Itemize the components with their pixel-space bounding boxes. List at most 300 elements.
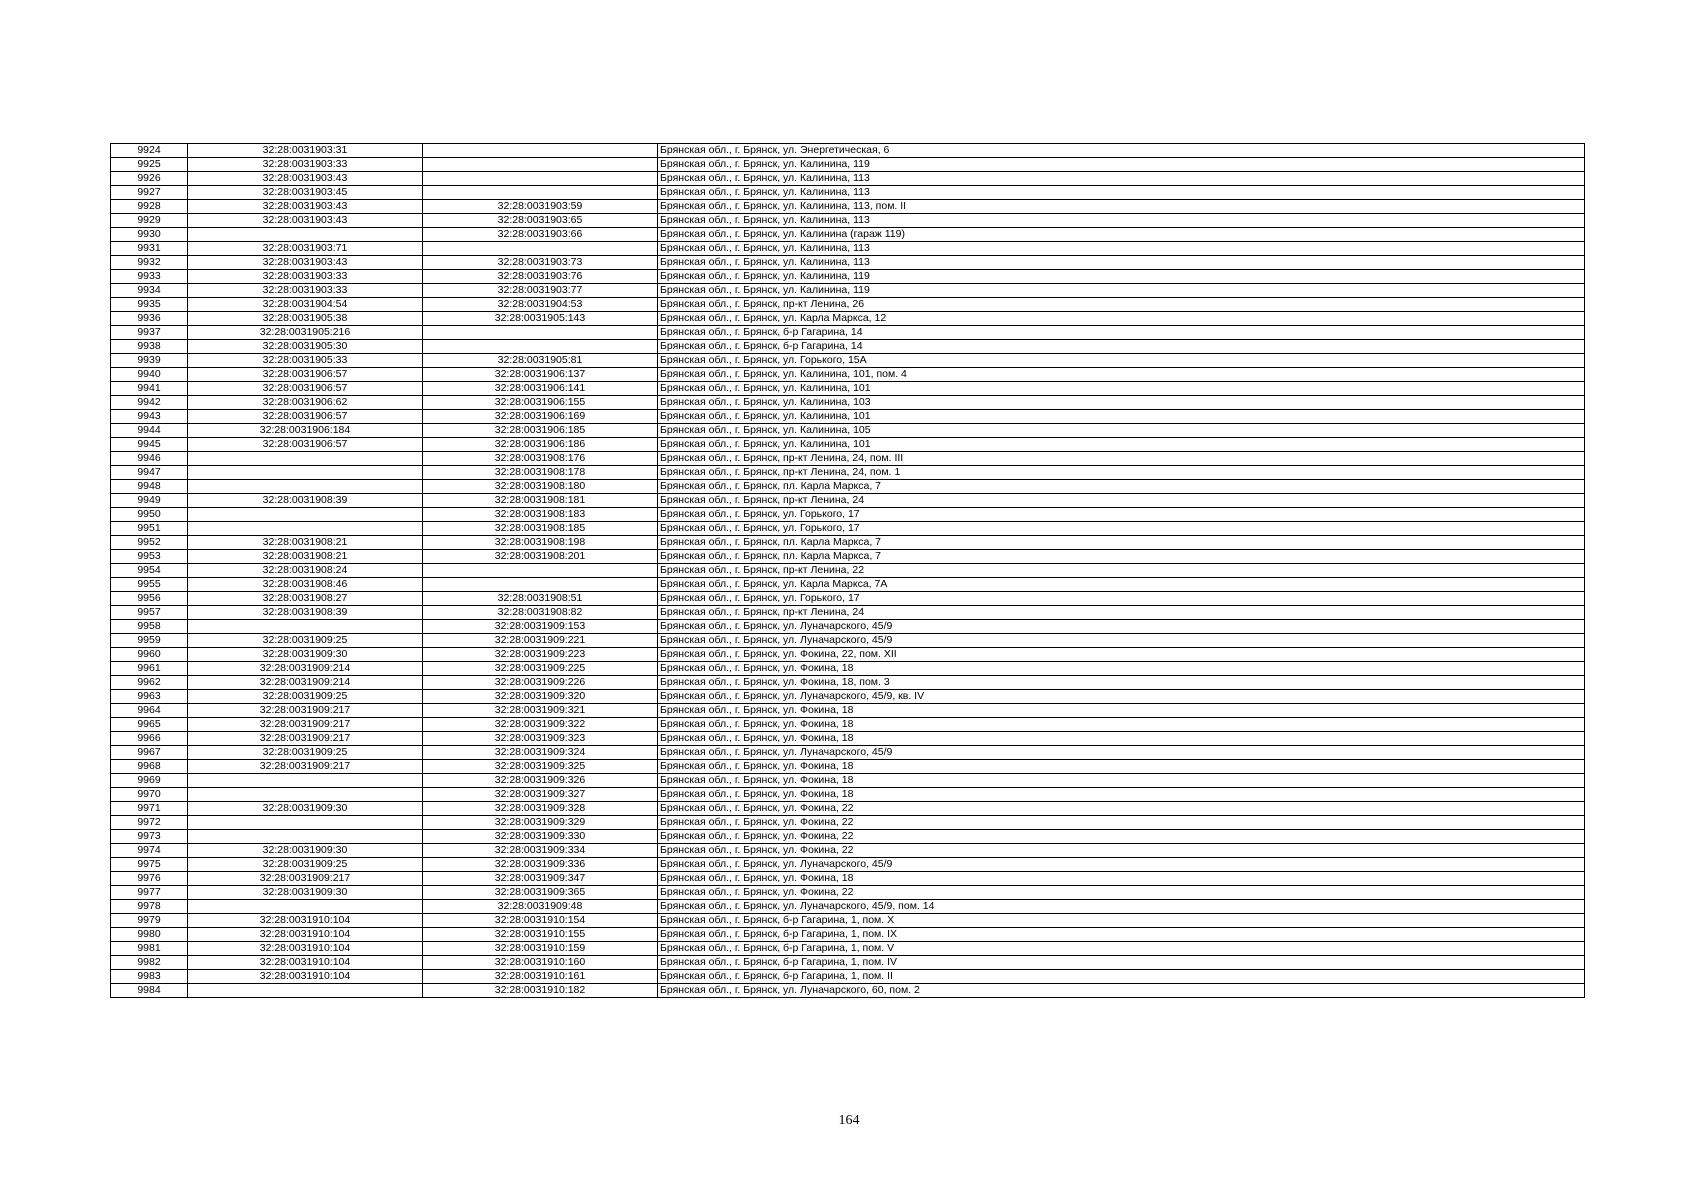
address-cell: Брянская обл., г. Брянск, ул. Горького, 17 xyxy=(658,592,1585,606)
row-number-cell: 9962 xyxy=(111,676,188,690)
table-row xyxy=(111,634,1585,648)
table-row xyxy=(111,536,1585,550)
cadastral-number-cell xyxy=(188,900,423,914)
related-cadastral-number-cell: 32:28:0031909:336 xyxy=(423,858,658,872)
table-row xyxy=(111,718,1585,732)
cadastral-number-cell: 32:28:0031909:30 xyxy=(188,886,423,900)
cadastral-number-cell: 32:28:0031908:24 xyxy=(188,564,423,578)
row-number-cell: 9971 xyxy=(111,802,188,816)
table-row xyxy=(111,788,1585,802)
related-cadastral-number-cell: 32:28:0031906:155 xyxy=(423,396,658,410)
table-row xyxy=(111,760,1585,774)
cadastral-number-cell: 32:28:0031909:25 xyxy=(188,746,423,760)
related-cadastral-number-cell xyxy=(423,578,658,592)
row-number-cell: 9955 xyxy=(111,578,188,592)
table-row xyxy=(111,186,1585,200)
address-cell: Брянская обл., г. Брянск, пр-кт Ленина, 24, пом. III xyxy=(658,452,1585,466)
row-number-cell: 9967 xyxy=(111,746,188,760)
row-number-cell: 9956 xyxy=(111,592,188,606)
table-row xyxy=(111,382,1585,396)
cadastral-number-cell: 32:28:0031903:33 xyxy=(188,284,423,298)
row-number-cell: 9928 xyxy=(111,200,188,214)
row-number-cell: 9972 xyxy=(111,816,188,830)
table-row xyxy=(111,452,1585,466)
table-row xyxy=(111,564,1585,578)
cadastral-number-cell: 32:28:0031903:33 xyxy=(188,270,423,284)
address-cell: Брянская обл., г. Брянск, б-р Гагарина, 14 xyxy=(658,326,1585,340)
related-cadastral-number-cell: 32:28:0031903:76 xyxy=(423,270,658,284)
table-row xyxy=(111,732,1585,746)
row-number-cell: 9982 xyxy=(111,956,188,970)
cadastral-number-cell: 32:28:0031908:39 xyxy=(188,494,423,508)
table-row xyxy=(111,676,1585,690)
address-cell: Брянская обл., г. Брянск, пл. Карла Маркса, 7 xyxy=(658,536,1585,550)
related-cadastral-number-cell: 32:28:0031908:51 xyxy=(423,592,658,606)
cadastral-number-cell xyxy=(188,984,423,998)
cadastral-number-cell: 32:28:0031909:217 xyxy=(188,760,423,774)
cadastral-number-cell: 32:28:0031909:217 xyxy=(188,718,423,732)
address-cell: Брянская обл., г. Брянск, ул. Калинина, 105 xyxy=(658,424,1585,438)
table-row xyxy=(111,844,1585,858)
related-cadastral-number-cell: 32:28:0031909:320 xyxy=(423,690,658,704)
table-row xyxy=(111,284,1585,298)
table-row xyxy=(111,886,1585,900)
page-number: 164 xyxy=(838,1113,860,1128)
address-cell: Брянская обл., г. Брянск, ул. Фокина, 22 xyxy=(658,830,1585,844)
related-cadastral-number-cell xyxy=(423,340,658,354)
row-number-cell: 9952 xyxy=(111,536,188,550)
address-cell: Брянская обл., г. Брянск, ул. Горького, 17 xyxy=(658,522,1585,536)
address-cell: Брянская обл., г. Брянск, ул. Калинина, 113 xyxy=(658,186,1585,200)
row-number-cell: 9984 xyxy=(111,984,188,998)
row-number-cell: 9941 xyxy=(111,382,188,396)
related-cadastral-number-cell xyxy=(423,326,658,340)
cadastral-number-cell: 32:28:0031904:54 xyxy=(188,298,423,312)
cadastral-number-cell: 32:28:0031908:21 xyxy=(188,550,423,564)
address-cell: Брянская обл., г. Брянск, ул. Фокина, 18 xyxy=(658,718,1585,732)
address-cell: Брянская обл., г. Брянск, ул. Фокина, 18 xyxy=(658,774,1585,788)
related-cadastral-number-cell: 32:28:0031910:154 xyxy=(423,914,658,928)
related-cadastral-number-cell: 32:28:0031908:185 xyxy=(423,522,658,536)
table-row xyxy=(111,690,1585,704)
row-number-cell: 9949 xyxy=(111,494,188,508)
cadastral-number-cell: 32:28:0031905:216 xyxy=(188,326,423,340)
row-number-cell: 9944 xyxy=(111,424,188,438)
related-cadastral-number-cell: 32:28:0031909:226 xyxy=(423,676,658,690)
related-cadastral-number-cell: 32:28:0031909:328 xyxy=(423,802,658,816)
row-number-cell: 9951 xyxy=(111,522,188,536)
address-cell: Брянская обл., г. Брянск, ул. Карла Маркса, 7А xyxy=(658,578,1585,592)
address-cell: Брянская обл., г. Брянск, пл. Карла Маркса, 7 xyxy=(658,550,1585,564)
row-number-cell: 9924 xyxy=(111,144,188,158)
cadastral-number-cell: 32:28:0031903:43 xyxy=(188,256,423,270)
table-row xyxy=(111,774,1585,788)
cadastral-number-cell: 32:28:0031910:104 xyxy=(188,970,423,984)
table-row xyxy=(111,900,1585,914)
address-cell: Брянская обл., г. Брянск, ул. Фокина, 18 xyxy=(658,872,1585,886)
table-row xyxy=(111,956,1585,970)
address-cell: Брянская обл., г. Брянск, ул. Калинина (гараж 119) xyxy=(658,228,1585,242)
table-row xyxy=(111,816,1585,830)
address-cell: Брянская обл., г. Брянск, ул. Калинина, 113 xyxy=(658,172,1585,186)
address-cell: Брянская обл., г. Брянск, б-р Гагарина, 1, пом. II xyxy=(658,970,1585,984)
related-cadastral-number-cell: 32:28:0031910:155 xyxy=(423,928,658,942)
cadastral-number-cell: 32:28:0031905:38 xyxy=(188,312,423,326)
table-row xyxy=(111,354,1585,368)
cadastral-number-cell: 32:28:0031906:57 xyxy=(188,368,423,382)
related-cadastral-number-cell: 32:28:0031903:73 xyxy=(423,256,658,270)
address-cell: Брянская обл., г. Брянск, ул. Фокина, 18 xyxy=(658,662,1585,676)
row-number-cell: 9968 xyxy=(111,760,188,774)
address-cell: Брянская обл., г. Брянск, ул. Калинина, 119 xyxy=(658,158,1585,172)
cadastral-number-cell: 32:28:0031908:46 xyxy=(188,578,423,592)
table-row xyxy=(111,158,1585,172)
row-number-cell: 9930 xyxy=(111,228,188,242)
table-row xyxy=(111,312,1585,326)
row-number-cell: 9958 xyxy=(111,620,188,634)
row-number-cell: 9925 xyxy=(111,158,188,172)
cadastral-number-cell: 32:28:0031910:104 xyxy=(188,942,423,956)
related-cadastral-number-cell: 32:28:0031903:65 xyxy=(423,214,658,228)
row-number-cell: 9927 xyxy=(111,186,188,200)
related-cadastral-number-cell: 32:28:0031906:169 xyxy=(423,410,658,424)
row-number-cell: 9933 xyxy=(111,270,188,284)
address-cell: Брянская обл., г. Брянск, б-р Гагарина, 1, пом. X xyxy=(658,914,1585,928)
table-row xyxy=(111,438,1585,452)
related-cadastral-number-cell: 32:28:0031905:143 xyxy=(423,312,658,326)
related-cadastral-number-cell xyxy=(423,158,658,172)
table-row xyxy=(111,928,1585,942)
table-row xyxy=(111,494,1585,508)
address-cell: Брянская обл., г. Брянск, ул. Фокина, 18 xyxy=(658,732,1585,746)
related-cadastral-number-cell: 32:28:0031909:321 xyxy=(423,704,658,718)
related-cadastral-number-cell: 32:28:0031908:82 xyxy=(423,606,658,620)
table-row xyxy=(111,228,1585,242)
cadastral-number-cell: 32:28:0031909:217 xyxy=(188,732,423,746)
table-row xyxy=(111,396,1585,410)
row-number-cell: 9980 xyxy=(111,928,188,942)
address-cell: Брянская обл., г. Брянск, б-р Гагарина, 14 xyxy=(658,340,1585,354)
related-cadastral-number-cell: 32:28:0031909:334 xyxy=(423,844,658,858)
related-cadastral-number-cell: 32:28:0031909:347 xyxy=(423,872,658,886)
cadastral-number-cell: 32:28:0031903:33 xyxy=(188,158,423,172)
related-cadastral-number-cell: 32:28:0031910:182 xyxy=(423,984,658,998)
related-cadastral-number-cell: 32:28:0031909:326 xyxy=(423,774,658,788)
related-cadastral-number-cell xyxy=(423,144,658,158)
address-cell: Брянская обл., г. Брянск, ул. Карла Маркса, 12 xyxy=(658,312,1585,326)
address-cell: Брянская обл., г. Брянск, ул. Луначарского, 45/9, пом. 14 xyxy=(658,900,1585,914)
row-number-cell: 9947 xyxy=(111,466,188,480)
address-cell: Брянская обл., г. Брянск, ул. Калинина, 119 xyxy=(658,284,1585,298)
cadastral-number-cell: 32:28:0031905:30 xyxy=(188,340,423,354)
row-number-cell: 9935 xyxy=(111,298,188,312)
cadastral-number-cell: 32:28:0031910:104 xyxy=(188,928,423,942)
table-row xyxy=(111,662,1585,676)
row-number-cell: 9983 xyxy=(111,970,188,984)
table-row xyxy=(111,872,1585,886)
row-number-cell: 9950 xyxy=(111,508,188,522)
related-cadastral-number-cell: 32:28:0031908:198 xyxy=(423,536,658,550)
table-row xyxy=(111,424,1585,438)
related-cadastral-number-cell: 32:28:0031910:161 xyxy=(423,970,658,984)
related-cadastral-number-cell: 32:28:0031906:141 xyxy=(423,382,658,396)
cadastral-number-cell: 32:28:0031903:43 xyxy=(188,172,423,186)
address-cell: Брянская обл., г. Брянск, ул. Калинина, 113, пом. II xyxy=(658,200,1585,214)
address-cell: Брянская обл., г. Брянск, ул. Луначарского, 45/9, кв. IV xyxy=(658,690,1585,704)
table-row xyxy=(111,550,1585,564)
cadastral-number-cell: 32:28:0031909:217 xyxy=(188,872,423,886)
cadastral-number-cell xyxy=(188,522,423,536)
table-row xyxy=(111,592,1585,606)
related-cadastral-number-cell: 32:28:0031903:66 xyxy=(423,228,658,242)
address-cell: Брянская обл., г. Брянск, б-р Гагарина, 1, пом. IV xyxy=(658,956,1585,970)
related-cadastral-number-cell: 32:28:0031908:181 xyxy=(423,494,658,508)
table-row xyxy=(111,858,1585,872)
table-row xyxy=(111,704,1585,718)
row-number-cell: 9974 xyxy=(111,844,188,858)
address-cell: Брянская обл., г. Брянск, ул. Калинина, 113 xyxy=(658,256,1585,270)
row-number-cell: 9963 xyxy=(111,690,188,704)
cadastral-number-cell: 32:28:0031906:57 xyxy=(188,382,423,396)
table-row xyxy=(111,942,1585,956)
row-number-cell: 9973 xyxy=(111,830,188,844)
row-number-cell: 9937 xyxy=(111,326,188,340)
row-number-cell: 9948 xyxy=(111,480,188,494)
cadastral-number-cell xyxy=(188,508,423,522)
related-cadastral-number-cell: 32:28:0031908:180 xyxy=(423,480,658,494)
row-number-cell: 9936 xyxy=(111,312,188,326)
table-row xyxy=(111,648,1585,662)
row-number-cell: 9978 xyxy=(111,900,188,914)
row-number-cell: 9931 xyxy=(111,242,188,256)
row-number-cell: 9945 xyxy=(111,438,188,452)
address-cell: Брянская обл., г. Брянск, пр-кт Ленина, 26 xyxy=(658,298,1585,312)
address-cell: Брянская обл., г. Брянск, б-р Гагарина, 1, пом. V xyxy=(658,942,1585,956)
related-cadastral-number-cell xyxy=(423,186,658,200)
address-cell: Брянская обл., г. Брянск, ул. Энергетическая, 6 xyxy=(658,144,1585,158)
row-number-cell: 9977 xyxy=(111,886,188,900)
address-cell: Брянская обл., г. Брянск, ул. Луначарского, 45/9 xyxy=(658,858,1585,872)
row-number-cell: 9981 xyxy=(111,942,188,956)
table-row xyxy=(111,970,1585,984)
cadastral-number-cell: 32:28:0031910:104 xyxy=(188,914,423,928)
address-cell: Брянская обл., г. Брянск, ул. Фокина, 22 xyxy=(658,816,1585,830)
related-cadastral-number-cell xyxy=(423,172,658,186)
table-row xyxy=(111,466,1585,480)
row-number-cell: 9943 xyxy=(111,410,188,424)
cadastral-number-cell: 32:28:0031909:25 xyxy=(188,634,423,648)
address-cell: Брянская обл., г. Брянск, ул. Калинина, 101 xyxy=(658,410,1585,424)
cadastral-number-cell xyxy=(188,452,423,466)
row-number-cell: 9976 xyxy=(111,872,188,886)
related-cadastral-number-cell: 32:28:0031904:53 xyxy=(423,298,658,312)
address-cell: Брянская обл., г. Брянск, ул. Калинина, 101 xyxy=(658,438,1585,452)
cadastral-number-cell xyxy=(188,788,423,802)
address-cell: Брянская обл., г. Брянск, ул. Фокина, 18 xyxy=(658,704,1585,718)
table-row xyxy=(111,242,1585,256)
address-cell: Брянская обл., г. Брянск, б-р Гагарина, 1, пом. IX xyxy=(658,928,1585,942)
row-number-cell: 9942 xyxy=(111,396,188,410)
related-cadastral-number-cell xyxy=(423,564,658,578)
table-row xyxy=(111,830,1585,844)
address-cell: Брянская обл., г. Брянск, ул. Фокина, 18, пом. 3 xyxy=(658,676,1585,690)
table-row xyxy=(111,410,1585,424)
table-row xyxy=(111,746,1585,760)
address-cell: Брянская обл., г. Брянск, ул. Луначарского, 45/9 xyxy=(658,634,1585,648)
table-row xyxy=(111,508,1585,522)
cadastral-number-cell: 32:28:0031909:30 xyxy=(188,648,423,662)
related-cadastral-number-cell xyxy=(423,242,658,256)
table-row xyxy=(111,578,1585,592)
cadastral-number-cell xyxy=(188,466,423,480)
related-cadastral-number-cell: 32:28:0031905:81 xyxy=(423,354,658,368)
register-table-body xyxy=(111,144,1585,998)
address-cell: Брянская обл., г. Брянск, ул. Фокина, 18 xyxy=(658,788,1585,802)
cadastral-number-cell: 32:28:0031909:214 xyxy=(188,662,423,676)
cadastral-number-cell: 32:28:0031903:45 xyxy=(188,186,423,200)
table-row xyxy=(111,270,1585,284)
cadastral-number-cell: 32:28:0031908:39 xyxy=(188,606,423,620)
related-cadastral-number-cell: 32:28:0031910:160 xyxy=(423,956,658,970)
row-number-cell: 9954 xyxy=(111,564,188,578)
address-cell: Брянская обл., г. Брянск, ул. Фокина, 22 xyxy=(658,844,1585,858)
row-number-cell: 9957 xyxy=(111,606,188,620)
cadastral-number-cell: 32:28:0031903:31 xyxy=(188,144,423,158)
row-number-cell: 9979 xyxy=(111,914,188,928)
row-number-cell: 9929 xyxy=(111,214,188,228)
address-cell: Брянская обл., г. Брянск, ул. Калинина, 101, пом. 4 xyxy=(658,368,1585,382)
address-cell: Брянская обл., г. Брянск, ул. Калинина, 119 xyxy=(658,270,1585,284)
related-cadastral-number-cell: 32:28:0031909:223 xyxy=(423,648,658,662)
related-cadastral-number-cell: 32:28:0031909:324 xyxy=(423,746,658,760)
cadastral-number-cell: 32:28:0031909:217 xyxy=(188,704,423,718)
related-cadastral-number-cell: 32:28:0031906:185 xyxy=(423,424,658,438)
cadastral-number-cell: 32:28:0031903:43 xyxy=(188,214,423,228)
cadastral-number-cell: 32:28:0031909:30 xyxy=(188,844,423,858)
related-cadastral-number-cell: 32:28:0031906:137 xyxy=(423,368,658,382)
table-row xyxy=(111,326,1585,340)
related-cadastral-number-cell: 32:28:0031909:48 xyxy=(423,900,658,914)
row-number-cell: 9964 xyxy=(111,704,188,718)
address-cell: Брянская обл., г. Брянск, ул. Луначарского, 45/9 xyxy=(658,746,1585,760)
address-cell: Брянская обл., г. Брянск, пр-кт Ленина, 22 xyxy=(658,564,1585,578)
row-number-cell: 9940 xyxy=(111,368,188,382)
table-row xyxy=(111,340,1585,354)
address-cell: Брянская обл., г. Брянск, ул. Горького, 17 xyxy=(658,508,1585,522)
row-number-cell: 9960 xyxy=(111,648,188,662)
cadastral-number-cell xyxy=(188,620,423,634)
row-number-cell: 9970 xyxy=(111,788,188,802)
row-number-cell: 9965 xyxy=(111,718,188,732)
row-number-cell: 9946 xyxy=(111,452,188,466)
related-cadastral-number-cell: 32:28:0031909:225 xyxy=(423,662,658,676)
table-row xyxy=(111,984,1585,998)
cadastral-number-cell: 32:28:0031906:184 xyxy=(188,424,423,438)
related-cadastral-number-cell: 32:28:0031908:176 xyxy=(423,452,658,466)
table-row xyxy=(111,144,1585,158)
cadastral-number-cell: 32:28:0031909:30 xyxy=(188,802,423,816)
table-row xyxy=(111,802,1585,816)
address-cell: Брянская обл., г. Брянск, ул. Калинина, 113 xyxy=(658,214,1585,228)
related-cadastral-number-cell: 32:28:0031906:186 xyxy=(423,438,658,452)
related-cadastral-number-cell: 32:28:0031909:365 xyxy=(423,886,658,900)
related-cadastral-number-cell: 32:28:0031909:330 xyxy=(423,830,658,844)
related-cadastral-number-cell: 32:28:0031908:178 xyxy=(423,466,658,480)
related-cadastral-number-cell: 32:28:0031909:329 xyxy=(423,816,658,830)
cadastral-number-cell: 32:28:0031903:71 xyxy=(188,242,423,256)
register-table xyxy=(110,143,1585,998)
related-cadastral-number-cell: 32:28:0031909:323 xyxy=(423,732,658,746)
related-cadastral-number-cell: 32:28:0031909:327 xyxy=(423,788,658,802)
related-cadastral-number-cell: 32:28:0031909:325 xyxy=(423,760,658,774)
table-row xyxy=(111,298,1585,312)
table-row xyxy=(111,620,1585,634)
cadastral-number-cell: 32:28:0031905:33 xyxy=(188,354,423,368)
table-row xyxy=(111,480,1585,494)
address-cell: Брянская обл., г. Брянск, ул. Фокина, 22 xyxy=(658,886,1585,900)
cadastral-number-cell: 32:28:0031906:62 xyxy=(188,396,423,410)
address-cell: Брянская обл., г. Брянск, ул. Луначарского, 60, пом. 2 xyxy=(658,984,1585,998)
row-number-cell: 9938 xyxy=(111,340,188,354)
cadastral-number-cell: 32:28:0031909:25 xyxy=(188,858,423,872)
row-number-cell: 9961 xyxy=(111,662,188,676)
row-number-cell: 9969 xyxy=(111,774,188,788)
cadastral-number-cell: 32:28:0031910:104 xyxy=(188,956,423,970)
address-cell: Брянская обл., г. Брянск, ул. Калинина, 103 xyxy=(658,396,1585,410)
row-number-cell: 9934 xyxy=(111,284,188,298)
table-row xyxy=(111,214,1585,228)
cadastral-number-cell xyxy=(188,480,423,494)
address-cell: Брянская обл., г. Брянск, пр-кт Ленина, 24 xyxy=(658,494,1585,508)
related-cadastral-number-cell: 32:28:0031909:221 xyxy=(423,634,658,648)
table-row xyxy=(111,522,1585,536)
related-cadastral-number-cell: 32:28:0031903:77 xyxy=(423,284,658,298)
address-cell: Брянская обл., г. Брянск, пл. Карла Маркса, 7 xyxy=(658,480,1585,494)
cadastral-number-cell xyxy=(188,774,423,788)
address-cell: Брянская обл., г. Брянск, ул. Фокина, 22, пом. XII xyxy=(658,648,1585,662)
cadastral-number-cell: 32:28:0031908:27 xyxy=(188,592,423,606)
address-cell: Брянская обл., г. Брянск, ул. Луначарского, 45/9 xyxy=(658,620,1585,634)
address-cell: Брянская обл., г. Брянск, пр-кт Ленина, 24 xyxy=(658,606,1585,620)
table-row xyxy=(111,368,1585,382)
table-row xyxy=(111,914,1585,928)
table-row xyxy=(111,200,1585,214)
related-cadastral-number-cell: 32:28:0031908:201 xyxy=(423,550,658,564)
address-cell: Брянская обл., г. Брянск, ул. Фокина, 18 xyxy=(658,760,1585,774)
row-number-cell: 9975 xyxy=(111,858,188,872)
cadastral-number-cell: 32:28:0031906:57 xyxy=(188,438,423,452)
row-number-cell: 9966 xyxy=(111,732,188,746)
row-number-cell: 9932 xyxy=(111,256,188,270)
cadastral-number-cell: 32:28:0031903:43 xyxy=(188,200,423,214)
related-cadastral-number-cell: 32:28:0031908:183 xyxy=(423,508,658,522)
table-row xyxy=(111,606,1585,620)
address-cell: Брянская обл., г. Брянск, ул. Калинина, 113 xyxy=(658,242,1585,256)
related-cadastral-number-cell: 32:28:0031909:153 xyxy=(423,620,658,634)
cadastral-number-cell: 32:28:0031906:57 xyxy=(188,410,423,424)
address-cell: Брянская обл., г. Брянск, пр-кт Ленина, 24, пом. 1 xyxy=(658,466,1585,480)
row-number-cell: 9926 xyxy=(111,172,188,186)
address-cell: Брянская обл., г. Брянск, ул. Фокина, 22 xyxy=(658,802,1585,816)
cadastral-number-cell xyxy=(188,228,423,242)
cadastral-number-cell xyxy=(188,816,423,830)
row-number-cell: 9959 xyxy=(111,634,188,648)
related-cadastral-number-cell: 32:28:0031910:159 xyxy=(423,942,658,956)
table-row xyxy=(111,172,1585,186)
row-number-cell: 9939 xyxy=(111,354,188,368)
address-cell: Брянская обл., г. Брянск, ул. Горького, 15А xyxy=(658,354,1585,368)
cadastral-number-cell: 32:28:0031909:25 xyxy=(188,690,423,704)
